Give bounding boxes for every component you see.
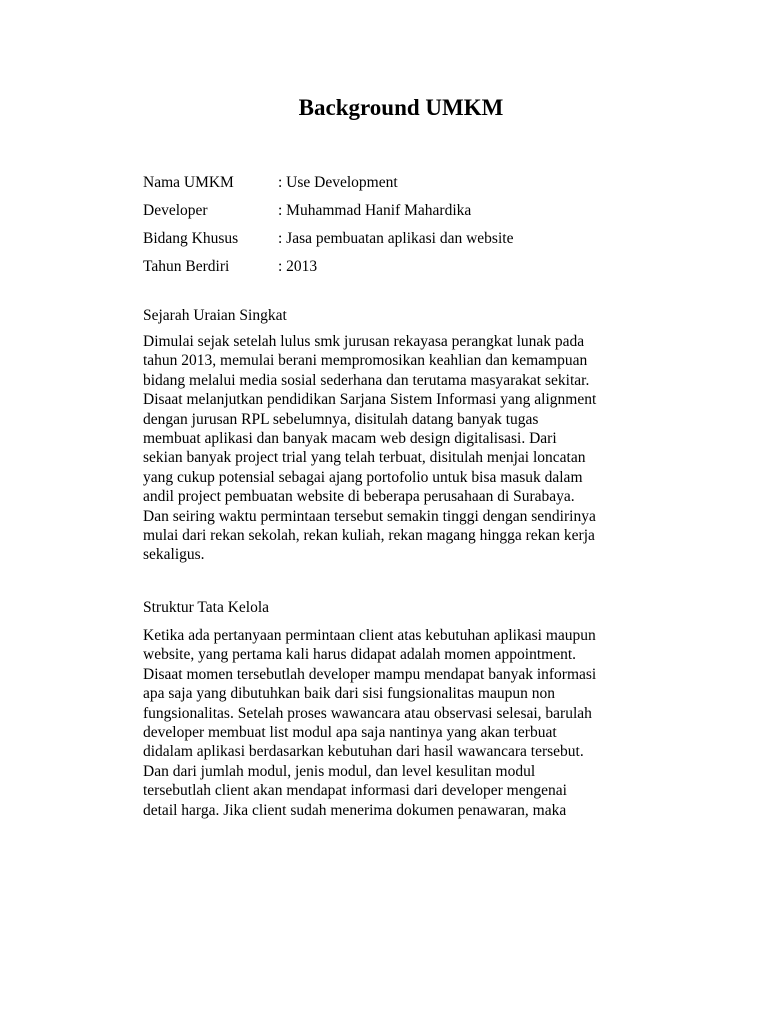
paragraph-line: mulai dari rekan sekolah, rekan kuliah, rekan magang hingga rekan kerja (143, 527, 595, 545)
paragraph-line: detail harga. Jika client sudah menerima dokumen penawaran, maka (143, 801, 567, 819)
info-label: Nama UMKM (143, 174, 234, 191)
info-label: Bidang Khusus (143, 230, 239, 247)
paragraph-line: Ketika ada pertanyaan permintaan client atas kebutuhan aplikasi maupun (143, 627, 596, 644)
info-row-bidang-khusus (143, 225, 513, 253)
section-heading-sejarah: Sejarah Uraian Singkat (143, 307, 287, 324)
info-value: : Muhammad Hanif Mahardika (278, 202, 472, 219)
paragraph-line: bidang melalui media sosial sederhana dan terutama masyarakat sekitar. (143, 371, 590, 389)
paragraph-line: Dimulai sejak setelah lulus smk jurusan rekayasa perangkat lunak pada (143, 333, 585, 350)
paragraph-line: sekian banyak project trial yang telah terbuat, disitulah menjai loncatan (143, 449, 586, 467)
section-paragraph-struktur (143, 626, 663, 820)
info-value: : Jasa pembuatan aplikasi dan website (278, 230, 514, 247)
paragraph-line: membuat aplikasi dan banyak macam web design digitalisasi. Dari (143, 430, 557, 448)
paragraph-line: fungsionalitas. Setelah proses wawancara atau observasi selesai, barulah (143, 704, 592, 722)
section-paragraph-sejarah (143, 332, 663, 565)
info-value: : 2013 (278, 258, 318, 275)
paragraph-line: dengan jurusan RPL sebelumnya, disitulah datang banyak tugas (143, 410, 539, 428)
umkm-info-table (143, 169, 513, 281)
paragraph-line: didalam aplikasi berdasarkan kebutuhan dari hasil wawancara tersebut. (143, 743, 584, 761)
paragraph-line: website, yang pertama kali harus didapat adalah momen appointment. (143, 646, 577, 664)
paragraph-line: sekaligus. (143, 546, 205, 564)
paragraph-line: tahun 2013, memulai berani mempromosikan keahlian dan kemampuan (143, 352, 588, 370)
info-row-developer (143, 197, 513, 225)
info-row-tahun-berdiri (143, 253, 513, 281)
info-row-nama-umkm (143, 169, 513, 197)
info-label: Developer (143, 202, 208, 219)
paragraph-line: andil project pembuatan website di beberapa perusahaan di Surabaya. (143, 488, 575, 506)
paragraph-line: Dan dari jumlah modul, jenis modul, dan level kesulitan modul (143, 762, 536, 780)
paragraph-line: Disaat melanjutkan pendidikan Sarjana Sistem Informasi yang alignment (143, 391, 597, 409)
paragraph-line: developer membuat list modul apa saja nantinya yang akan terbuat (143, 724, 557, 742)
info-value: : Use Development (278, 174, 398, 191)
paragraph-line: tersebutlah client akan mendapat informasi dari developer mengenai (143, 782, 567, 800)
section-heading-struktur: Struktur Tata Kelola (143, 599, 270, 616)
info-label: Tahun Berdiri (143, 258, 230, 275)
paragraph-line: yang cukup potensial sebagai ajang portofolio untuk bisa masuk dalam (143, 468, 583, 486)
paragraph-line: Disaat momen tersebutlah developer mampu mendapat banyak informasi (143, 665, 597, 683)
paragraph-line: apa saja yang dibutuhkan baik dari sisi fungsionalitas maupun non (143, 685, 555, 703)
document-title: Background UMKM (298, 95, 504, 120)
paragraph-line: Dan seiring waktu permintaan tersebut semakin tinggi dengan sendirinya (143, 507, 596, 525)
